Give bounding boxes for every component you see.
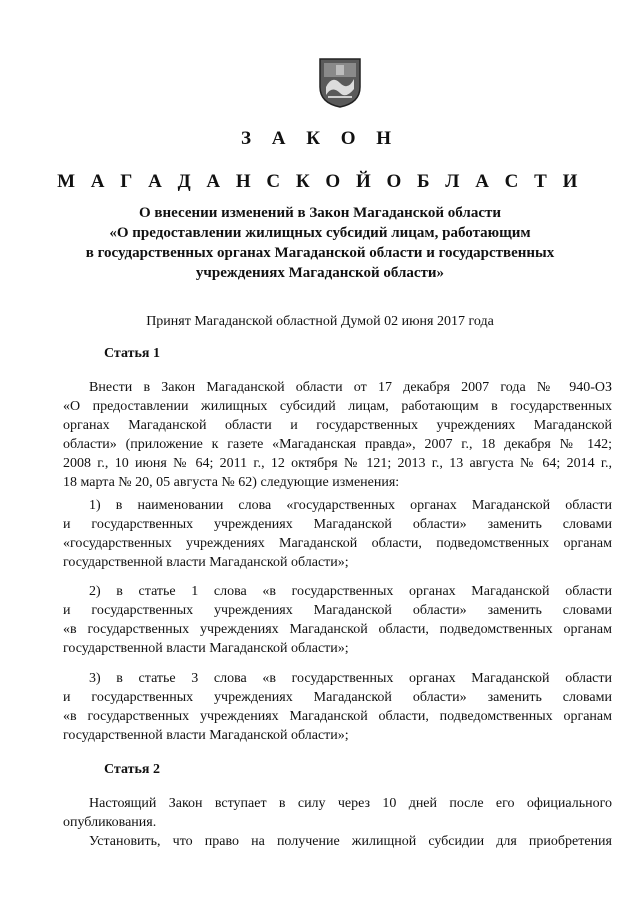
text-line: Установить, что право на получение жилищной субсидии для приобретения <box>89 834 612 849</box>
coat-of-arms-icon <box>318 57 362 109</box>
text-line: органах Магаданской области и государственных учреждениях Магаданской <box>63 418 612 433</box>
text-line: и государственных учреждениях Магаданской области» заменить словами <box>63 690 612 705</box>
document-title: З А К О Н <box>240 128 400 149</box>
article-1-intro <box>63 378 612 492</box>
text-line: государственной власти Магаданской области»; <box>63 555 349 570</box>
text-line: «в государственных учреждениях Магаданской области, подведомственных органам <box>63 709 612 724</box>
article-2-para-1 <box>63 794 612 832</box>
text-line: Настоящий Закон вступает в силу через 10 дней после его официального <box>89 796 612 811</box>
text-line: государственной власти Магаданской области»; <box>63 728 349 743</box>
text-line: опубликования. <box>63 815 157 830</box>
text-line: 1) в наименовании слова «государственных органах Магаданской области <box>89 498 612 513</box>
article-1-item-1 <box>63 496 612 572</box>
text-line: государственной власти Магаданской области»; <box>63 641 349 656</box>
subtitle-line: в государственных органах Магаданской области и государственных <box>85 245 555 261</box>
text-line: «в государственных учреждениях Магаданской области, подведомственных органам <box>63 622 612 637</box>
subtitle-line: учреждениях Магаданской области» <box>195 265 445 281</box>
article-1-item-2 <box>63 582 612 658</box>
adoption-note: Принят Магаданской областной Думой 02 июня 2017 года <box>146 314 494 329</box>
text-line: и государственных учреждениях Магаданской области» заменить словами <box>63 603 612 618</box>
article-2-heading: Статья 2 <box>104 762 160 777</box>
text-line: и государственных учреждениях Магаданской области» заменить словами <box>63 517 612 532</box>
text-line: области» (приложение к газете «Магаданская правда», 2007 г., 18 декабря № 142; <box>63 437 612 452</box>
subtitle-line: О внесении изменений в Закон Магаданской области <box>139 205 501 221</box>
text-line: «государственных учреждениях Магаданской области, подведомственных органам <box>63 536 612 551</box>
text-line: 18 марта № 20, 05 августа № 62) следующие изменения: <box>63 475 400 490</box>
document-subtitle <box>0 203 640 283</box>
article-2-para-2 <box>63 832 612 851</box>
article-1-item-3 <box>63 669 612 745</box>
subtitle-line: «О предоставлении жилищных субсидий лицам, работающим <box>109 225 531 241</box>
text-line: 2) в статье 1 слова «в государственных органах Магаданской области <box>89 584 612 599</box>
article-1-heading: Статья 1 <box>104 346 160 361</box>
document-region: М А Г А Д А Н С К О Й О Б Л А С Т И <box>57 171 583 192</box>
text-line: «О предоставлении жилищных субсидий лицам, работающим в государственных <box>63 399 612 414</box>
text-line: 3) в статье 3 слова «в государственных органах Магаданской области <box>89 671 612 686</box>
text-line: 2008 г., 10 июня № 64; 2011 г., 12 октября № 121; 2013 г., 13 августа № 64; 2014 г., <box>63 456 612 471</box>
text-line: Внести в Закон Магаданской области от 17 декабря 2007 года № 940-ОЗ <box>89 380 612 395</box>
